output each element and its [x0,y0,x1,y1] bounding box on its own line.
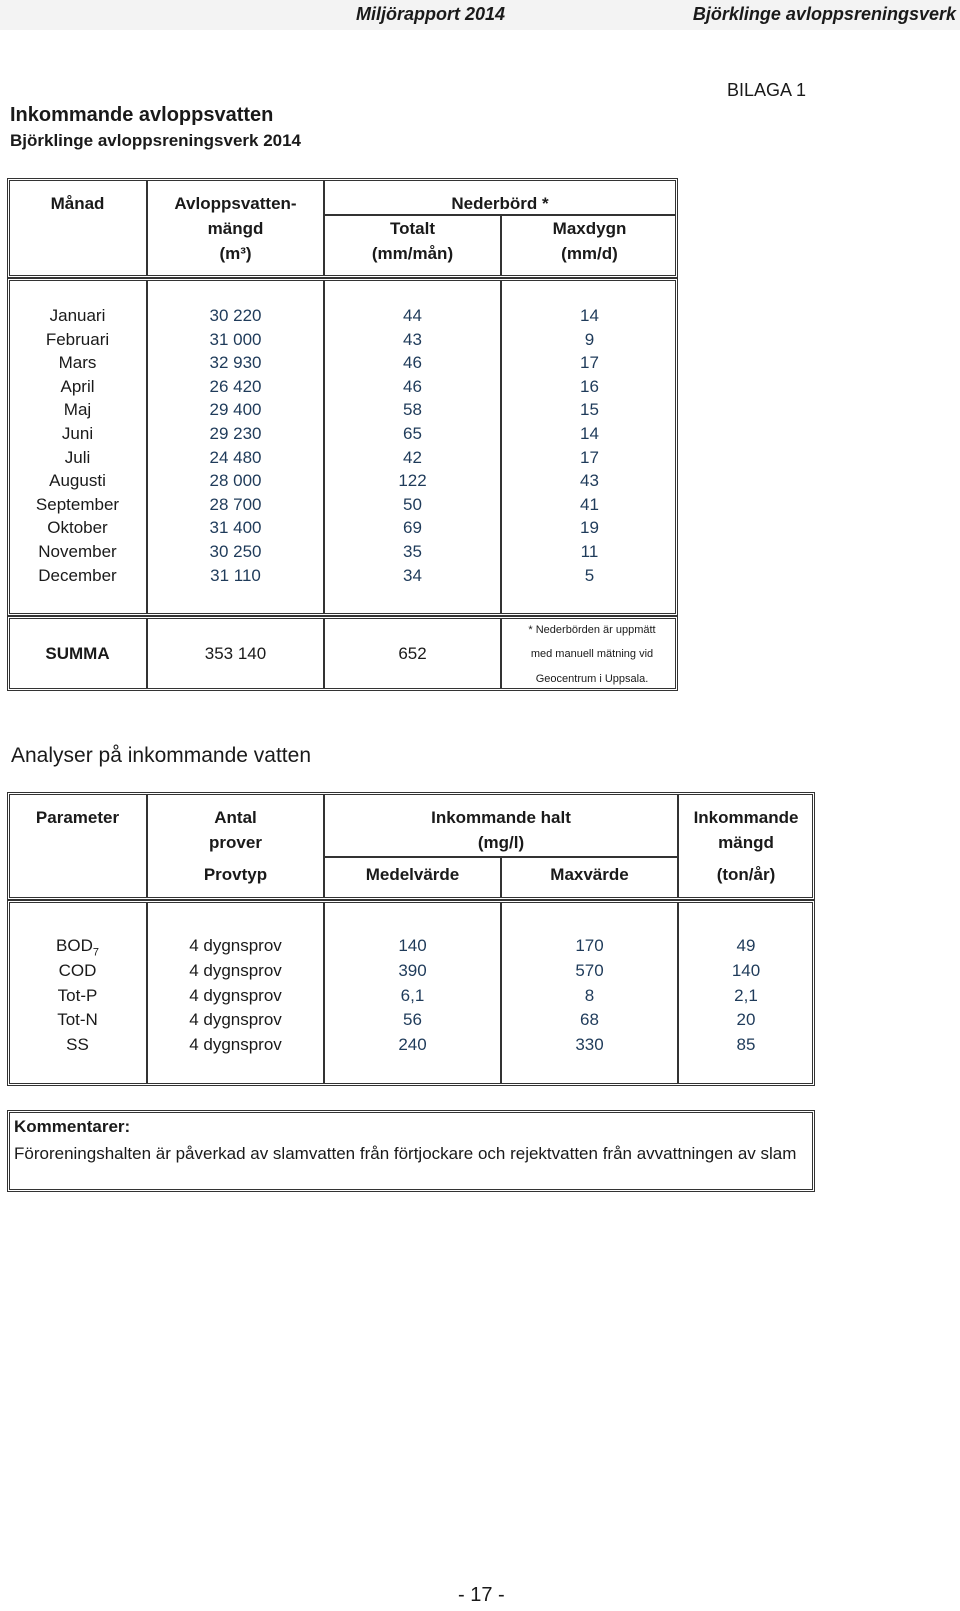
precip-max-cell: 17 [580,447,599,467]
precip-total-cell: 34 [403,565,422,585]
provtyp-cell: 4 dygnsprov [189,960,282,980]
precip-total-cell: 46 [403,353,422,373]
page-number: - 17 - [458,1584,505,1606]
col-header-medel: Medelvärde [365,865,460,884]
precip-max-cell: 14 [580,423,599,443]
col-header-parameter: Parameter [35,808,120,827]
volume-cell: 28 700 [209,494,262,514]
precip-note-line: Geocentrum i Uppsala. [535,673,649,685]
precip-total-cell: 69 [403,518,422,538]
col-header-antal: Antal [214,808,257,827]
mangd-column [679,934,813,1058]
report-title: Miljörapport 2014 [356,4,506,24]
month-cell: November [38,541,117,561]
page-subtitle: Björklinge avloppsreningsverk 2014 [10,131,302,150]
parameter-cell: Tot-P [57,985,98,1005]
col-header-mangd-unit: (ton/år) [716,865,776,884]
volume-cell: 24 480 [209,447,262,467]
col-header-antal-2: prover [209,833,262,852]
precip-total-cell: 43 [403,329,422,349]
precip-max-cell: 16 [580,376,599,396]
col-header-maxday-unit: (mm/d) [561,244,618,263]
month-cell: Mars [58,353,97,373]
max-column [502,934,677,1058]
precip-max-cell: 9 [584,329,595,349]
parameter-column [9,934,146,1058]
precip-max-cell: 14 [580,306,599,325]
mangd-cell: 20 [736,1010,756,1030]
parameter-subscript: 7 [92,946,99,959]
medel-cell: 6,1 [400,985,425,1005]
volume-cell: 29 400 [209,400,262,420]
provtyp-cell: 4 dygnsprov [189,1035,282,1055]
month-cell: Augusti [49,471,106,491]
summa-volume: 353 140 [204,644,267,663]
max-cell: 330 [575,1035,604,1055]
month-cell: April [60,376,95,396]
total-column [325,304,500,587]
comments-heading: Kommentarer: [14,1117,131,1136]
medel-column [325,934,500,1058]
max-cell: 170 [575,936,604,955]
parameter-cell: SS [66,1035,89,1055]
precip-max-cell: 43 [580,471,599,491]
medel-cell: 140 [398,936,427,955]
month-cell: December [38,565,117,585]
month-cell: Juli [64,447,91,467]
analysis-section-title: Analyser på inkommande vatten [11,744,311,767]
parameter-cell: Tot-N [57,1010,98,1030]
parameter-cell: $BOD_7$ [56,936,99,959]
col-header-maxday: Maxdygn [552,219,627,238]
volume-cell: 30 220 [209,306,262,325]
precip-max-cell: 5 [584,565,595,585]
col-header-max: Maxvärde [550,865,629,884]
precip-note-line: * Nederbörden är uppmätt [528,624,656,636]
month-cell: Oktober [47,518,108,538]
volume-cell: 30 250 [209,541,262,561]
volume-cell: 32 930 [209,353,262,373]
col-header-total: Totalt [389,219,435,238]
month-cell: Maj [63,400,92,420]
medel-cell: 240 [398,1035,427,1055]
parameter-cell: COD [58,960,97,980]
precip-max-cell: 41 [580,494,599,514]
col-header-month: Månad [50,194,105,213]
precip-total-cell: 35 [403,541,422,561]
provtyp-cell: 4 dygnsprov [189,985,282,1005]
col-header-halt-unit: (mg/l) [477,833,525,852]
provtyp-cell: 4 dygnsprov [189,1010,282,1030]
max-cell: 8 [584,985,595,1005]
volume-cell: 31 110 [210,565,261,585]
month-cell: Juni [61,423,94,443]
mangd-cell: 85 [736,1035,756,1055]
volume-cell: 29 230 [209,423,262,443]
col-header-mangd-2: mängd [718,833,774,852]
divider [323,856,677,858]
summa-label: SUMMA [45,644,110,663]
comments-box [7,1110,815,1192]
provtyp-cell: 4 dygnsprov [189,936,282,955]
precip-total-cell: 42 [403,447,422,467]
precip-total-cell: 50 [403,494,422,514]
medel-cell: 390 [398,960,427,980]
mangd-cell: 2,1 [734,985,758,1005]
max-cell: 570 [575,960,604,980]
precip-max-cell: 11 [580,541,599,561]
col-header-precip: Nederbörd * [451,194,549,213]
precip-total-cell: 46 [403,376,422,396]
month-cell: Februari [45,329,110,349]
col-header-volume-unit: (m³) [219,244,252,263]
col-header-volume: Avloppsvatten- [174,194,297,213]
volume-cell: 26 420 [209,376,262,396]
col-header-total-unit: (mm/mån) [371,244,454,263]
medel-cell: 56 [403,1010,422,1030]
provtyp-column [148,934,323,1058]
precip-note-line: med manuell mätning vid [530,648,654,660]
maxday-column [502,304,677,587]
facility-name: Björklinge avloppsreningsverk [692,4,956,24]
month-cell: Januari [49,306,106,325]
volume-column [148,304,323,587]
volume-cell: 28 000 [209,471,262,491]
precip-max-cell: 15 [580,400,599,420]
volume-cell: 31 000 [209,329,262,349]
col-header-halt: Inkommande halt [431,808,571,827]
mangd-cell: 49 [736,936,756,955]
volume-cell: 31 400 [209,518,262,538]
col-header-mangd: Inkommande [693,808,799,827]
mangd-cell: 140 [731,960,761,980]
month-column [9,304,146,587]
precip-max-cell: 19 [580,518,599,538]
precip-total-cell: 65 [403,423,422,443]
precip-total-cell: 44 [403,306,422,325]
col-header-provtyp: Provtyp [203,865,268,884]
max-cell: 68 [580,1010,599,1030]
month-cell: September [35,494,120,514]
comments-text: Föroreningshalten är påverkad av slamvatten från förtjockare och rejektvatten från avvattningen av slam [14,1144,797,1163]
precip-total-cell: 122 [398,471,427,491]
precip-max-cell: 17 [580,353,599,373]
page-title: Inkommande avloppsvatten [10,104,274,126]
appendix-label: BILAGA 1 [727,80,807,100]
precip-total-cell: 58 [403,400,422,420]
col-header-volume-2: mängd [207,219,264,238]
page-header [0,0,960,30]
summa-total: 652 [398,644,427,663]
divider [500,619,502,688]
